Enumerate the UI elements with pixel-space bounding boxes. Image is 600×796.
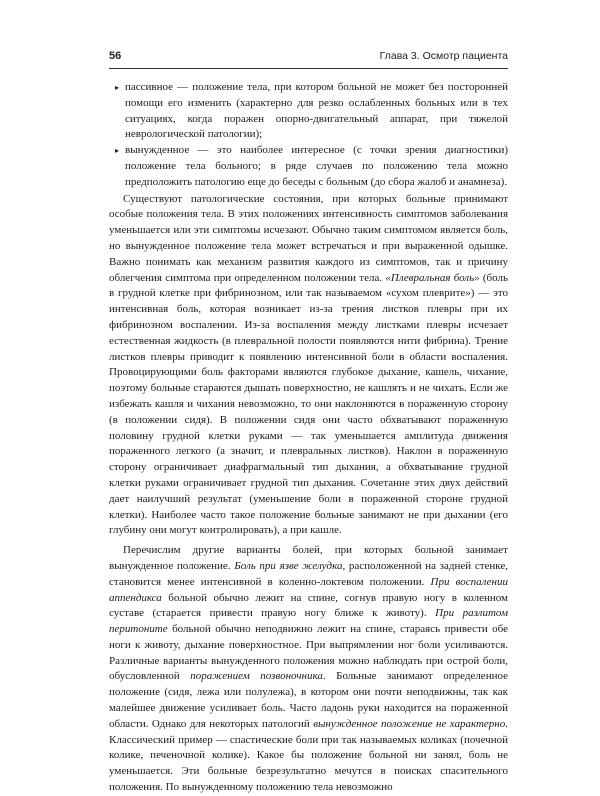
- text-run: . Классический пример — спастические боли при так называемых коликах (почечной колике, печеночной колике). Какое бы положение больной ни занял, боль не уменьшается. Эти больные безрезультатно мечутся в поисках спасительного положения. По вынужденному положению тела невозможно: [109, 717, 509, 794]
- text-run: , расположенной на задней стенке, становится менее интенсивной в коленно-локтевом положении.: [109, 559, 508, 588]
- text-run: (боль в грудной клетке при фибринозном, или так называемом «сухом плеврите») — это интенсивная боль, которая возникает из-за трения листков плевры при их фибринозном воспалении. Из-за воспаления между листками плевры исчезает естественная жидкость (в плевральной полости появляются нити фибрина). Трение листков плевры приводит к появлению интенсивной боли в области воспаления. Провоцирующими боль факторами являются глубокое дыхание, кашель, чихание, поэтому больные стараются дышать поверхностно, не кашлять и не чихать. Если же избежать кашля и чихания невозможно, то они наклоняются в пораженную сторону (в положении сидя). В положении сидя они часто обхватывают пораженную половину грудной клетки руками — так уменьшается амплитуда движения пораженного легкого (а значит, и плевральных листков). Наклон в пораженную сторону ограничивает диафрагмальный тип дыхания, а обхватывание грудной клетки руками ограничивает грудной тип дыхания. Сочетание этих двух действий дает наилучший результат (уменьшение боли в пораженной стороне грудной клетки). Наиболее часто такое положение больные занимают не при дыхании (его глубину они могут контролировать), а при кашле.: [109, 271, 508, 537]
- header-rule: [109, 68, 508, 69]
- italic-term: вынужденное положение не характерно: [313, 717, 506, 730]
- list-item: [109, 80, 508, 143]
- text-run: . Больные занимают определенное положение (сидя, лежа или полулежа), в котором они почти неподвижны, так как малейшее движение усиливает боль. Часто ладонь руки находится на пораженной области. Однако для некоторых патологий: [109, 670, 508, 730]
- chapter-title: Глава 3. Осмотр пациента: [379, 50, 508, 62]
- bullet-arrow-icon: ▸: [115, 146, 120, 156]
- page-body: [109, 80, 508, 796]
- list-item-text: вынужденное — это наиболее интересное (с точки зрения диагностики) положение тела больного; в ряде случаев по положению тела можно предположить патологию еще до беседы с больным (до сбора жалоб и анамнеза).: [125, 144, 508, 188]
- paragraph-pleural-pain: [109, 192, 508, 540]
- list-item: [109, 143, 508, 190]
- bullet-list: [109, 80, 508, 191]
- text-run: Существуют патологические состояния, при которых больные принимают особые положения тела. В этих положениях интенсивность симптомов заболевания уменьшается или эти симптомы исчезают. Обычно таким симптомом является боль, но вынужденное положение тела может встречаться и при выраженной одышке. Важно понимать как механизм развития каждого из симптомов, так и причину облегчения симптома при определенном положении тела.: [109, 192, 508, 284]
- italic-term: При разлитом перитоните: [109, 607, 508, 636]
- page-header: [109, 50, 508, 68]
- page-number: 56: [109, 50, 122, 62]
- text-run: Перечислим другие варианты болей, при которых больной занимает вынужденное положение.: [109, 544, 508, 572]
- paragraph-other-pain: [109, 543, 508, 796]
- italic-term: При воспалении аппендикса: [109, 575, 508, 604]
- italic-term: «Плевральная боль»: [385, 271, 480, 284]
- text-run: больной обычно неподвижно лежит на спине, стараясь привести обе ноги к животу, дыхание поверхностное. При выпрямлении ног боли усиливаются. Различные варианты вынужденного положения можно наблюдать при острой боли, обусловленной: [109, 623, 508, 683]
- italic-term: Боль при язве желудка: [234, 559, 343, 572]
- italic-term: поражением позвоночника: [190, 670, 323, 683]
- text-run: больной обычно лежит на спине, согнув правую ногу в коленном суставе (старается привести правую ногу ближе к животу).: [109, 591, 508, 620]
- list-item-text: пассивное — положение тела, при котором больной не может без посторонней помощи его изменить (характерно для резко ослабленных больных или в тех ситуациях, когда поражен опорно-двигательный аппарат, при тяжелой неврологической патологии);: [125, 81, 508, 141]
- bullet-arrow-icon: ▸: [115, 83, 120, 92]
